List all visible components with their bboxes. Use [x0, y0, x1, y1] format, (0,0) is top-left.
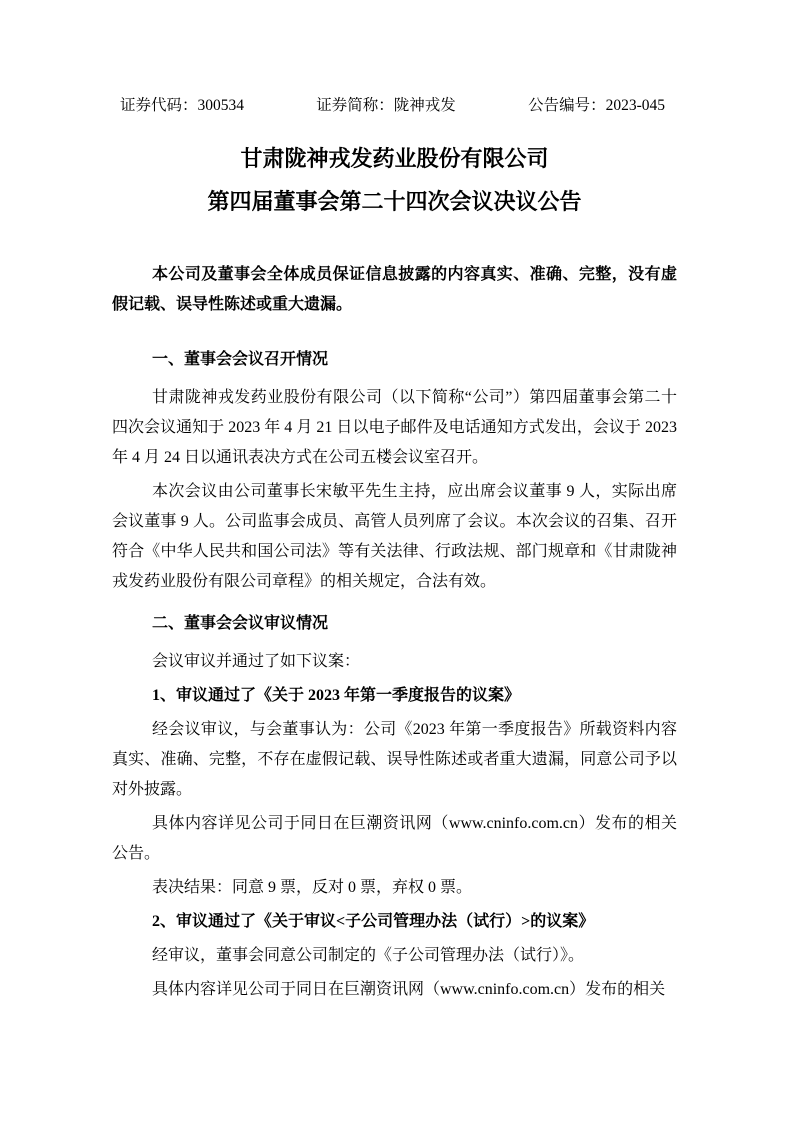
resolution-1-title: 1、审议通过了《关于 2023 年第一季度报告的议案》	[152, 687, 521, 704]
section-1-heading: 一、董事会会议召开情况	[152, 351, 329, 368]
disclaimer-statement: 本公司及董事会全体成员保证信息披露的内容真实、准确、完整，没有虚假记载、误导性陈述或重大遗漏。	[112, 266, 677, 313]
announcement-number: 公告编号：2023-045	[528, 97, 665, 114]
company-name-title: 甘肃陇神戎发药业股份有限公司	[240, 146, 549, 171]
document-header	[112, 95, 677, 116]
resolution-2-paragraph-1: 经审议，董事会同意公司制定的《子公司管理办法（试行）》。	[152, 947, 585, 964]
stock-code: 证券代码：300534	[120, 97, 245, 114]
section-2-heading: 二、董事会会议审议情况	[152, 615, 329, 632]
stock-short-name: 证券简称：陇神戎发	[316, 97, 456, 114]
resolution-2-paragraph-2: 具体内容详见公司于同日在巨潮资讯网（www.cninfo.com.cn）发布的相关	[152, 981, 666, 998]
section-1-paragraph-1: 甘肃陇神戎发药业股份有限公司（以下简称“公司”）第四届董事会第二十四次会议通知于 2023 年 4 月 21 日以电子邮件及电话通知方式发出，会议于 2023 年 4 月 24 日以通讯表决方式在公司五楼会议室召开。	[112, 389, 677, 466]
section-1-paragraph-2: 本次会议由公司董事长宋敏平先生主持，应出席会议董事 9 人，实际出席会议董事 9 人。公司监事会成员、高管人员列席了会议。本次会议的召集、召开符合《中华人民共和国公司法》等有关法律、行政法规、部门规章和《甘肃陇神戎发药业股份有限公司章程》的相关规定，合法有效。	[112, 483, 677, 590]
resolution-1-vote-result: 表决结果：同意 9 票，反对 0 票，弃权 0 票。	[152, 879, 473, 896]
announcement-title: 第四届董事会第二十四次会议决议公告	[207, 189, 582, 214]
resolution-1-paragraph-1: 经会议审议，与会董事认为：公司《2023 年第一季度报告》所载资料内容真实、准确、完整，不存在虚假记载、误导性陈述或者重大遗漏，同意公司予以对外披露。	[112, 721, 677, 798]
resolution-1-paragraph-2: 具体内容详见公司于同日在巨潮资讯网（www.cninfo.com.cn）发布的相关公告。	[112, 815, 677, 862]
section-2-intro: 会议审议并通过了如下议案：	[152, 653, 361, 670]
resolution-2-title: 2、审议通过了《关于审议<子公司管理办法（试行）>的议案》	[152, 913, 595, 930]
